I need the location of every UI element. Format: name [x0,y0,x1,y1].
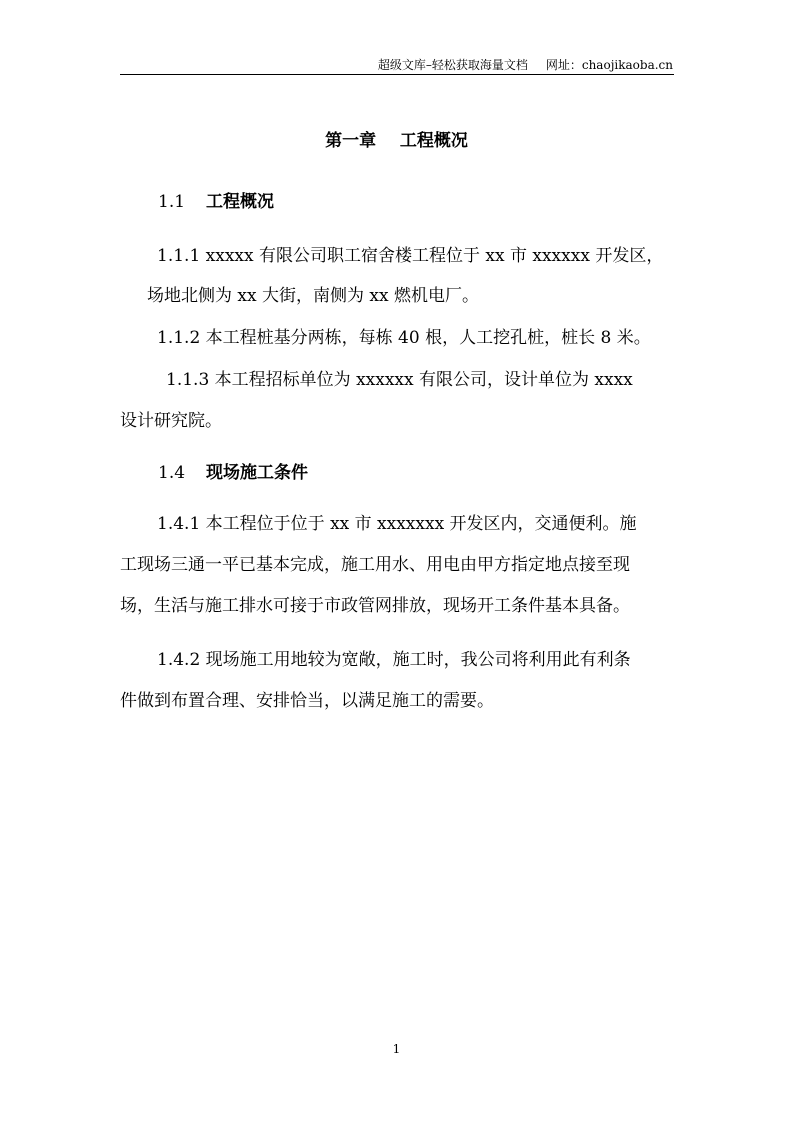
paragraph-line: 场，生活与施工排水可接于市政管网排放，现场开工条件基本具备。 [120,596,630,616]
chapter-title: 第一章 工程概况 [325,131,468,151]
paragraph-line: 1.1.1 xxxxx 有限公司职工宿舍楼工程位于 xx 市 xxxxxx 开发区， [157,246,664,266]
page-number: 1 [392,1042,401,1056]
header-site-name: 超级文库–轻松获取海量文档 [377,58,528,72]
paragraph-line: 1.4.2 现场施工用地较为宽敞，施工时，我公司将利用此有利条 [157,650,631,670]
paragraph-line: 1.1.3 本工程招标单位为 xxxxxx 有限公司，设计单位为 xxxx [166,370,633,390]
paragraph-line: 设计研究院。 [120,411,222,431]
header-divider [120,74,674,75]
section-title: 工程概况 [206,192,274,212]
section-number: 1.1 [158,192,186,212]
paragraph-line: 件做到布置合理、安排恰当，以满足施工的需要。 [120,691,494,711]
paragraph-line: 工现场三通一平已基本完成，施工用水、用电由甲方指定地点接至现 [120,555,630,575]
page-header [378,56,673,73]
paragraph-line: 1.1.2 本工程桩基分两栋，每栋 40 根，人工挖孔桩，桩长 8 米。 [157,328,651,348]
section-heading-1-1 [158,190,274,214]
section-title: 现场施工条件 [206,463,308,483]
paragraph-line: 1.4.1 本工程位于位于 xx 市 xxxxxxx 开发区内，交通便利。施 [157,514,637,534]
paragraph-line: 场地北侧为 xx 大街，南侧为 xx 燃机电厂。 [147,286,479,306]
section-heading-1-4 [158,461,308,485]
section-number: 1.4 [158,463,186,483]
header-url: 网址：chaojikaoba.cn [545,58,673,72]
